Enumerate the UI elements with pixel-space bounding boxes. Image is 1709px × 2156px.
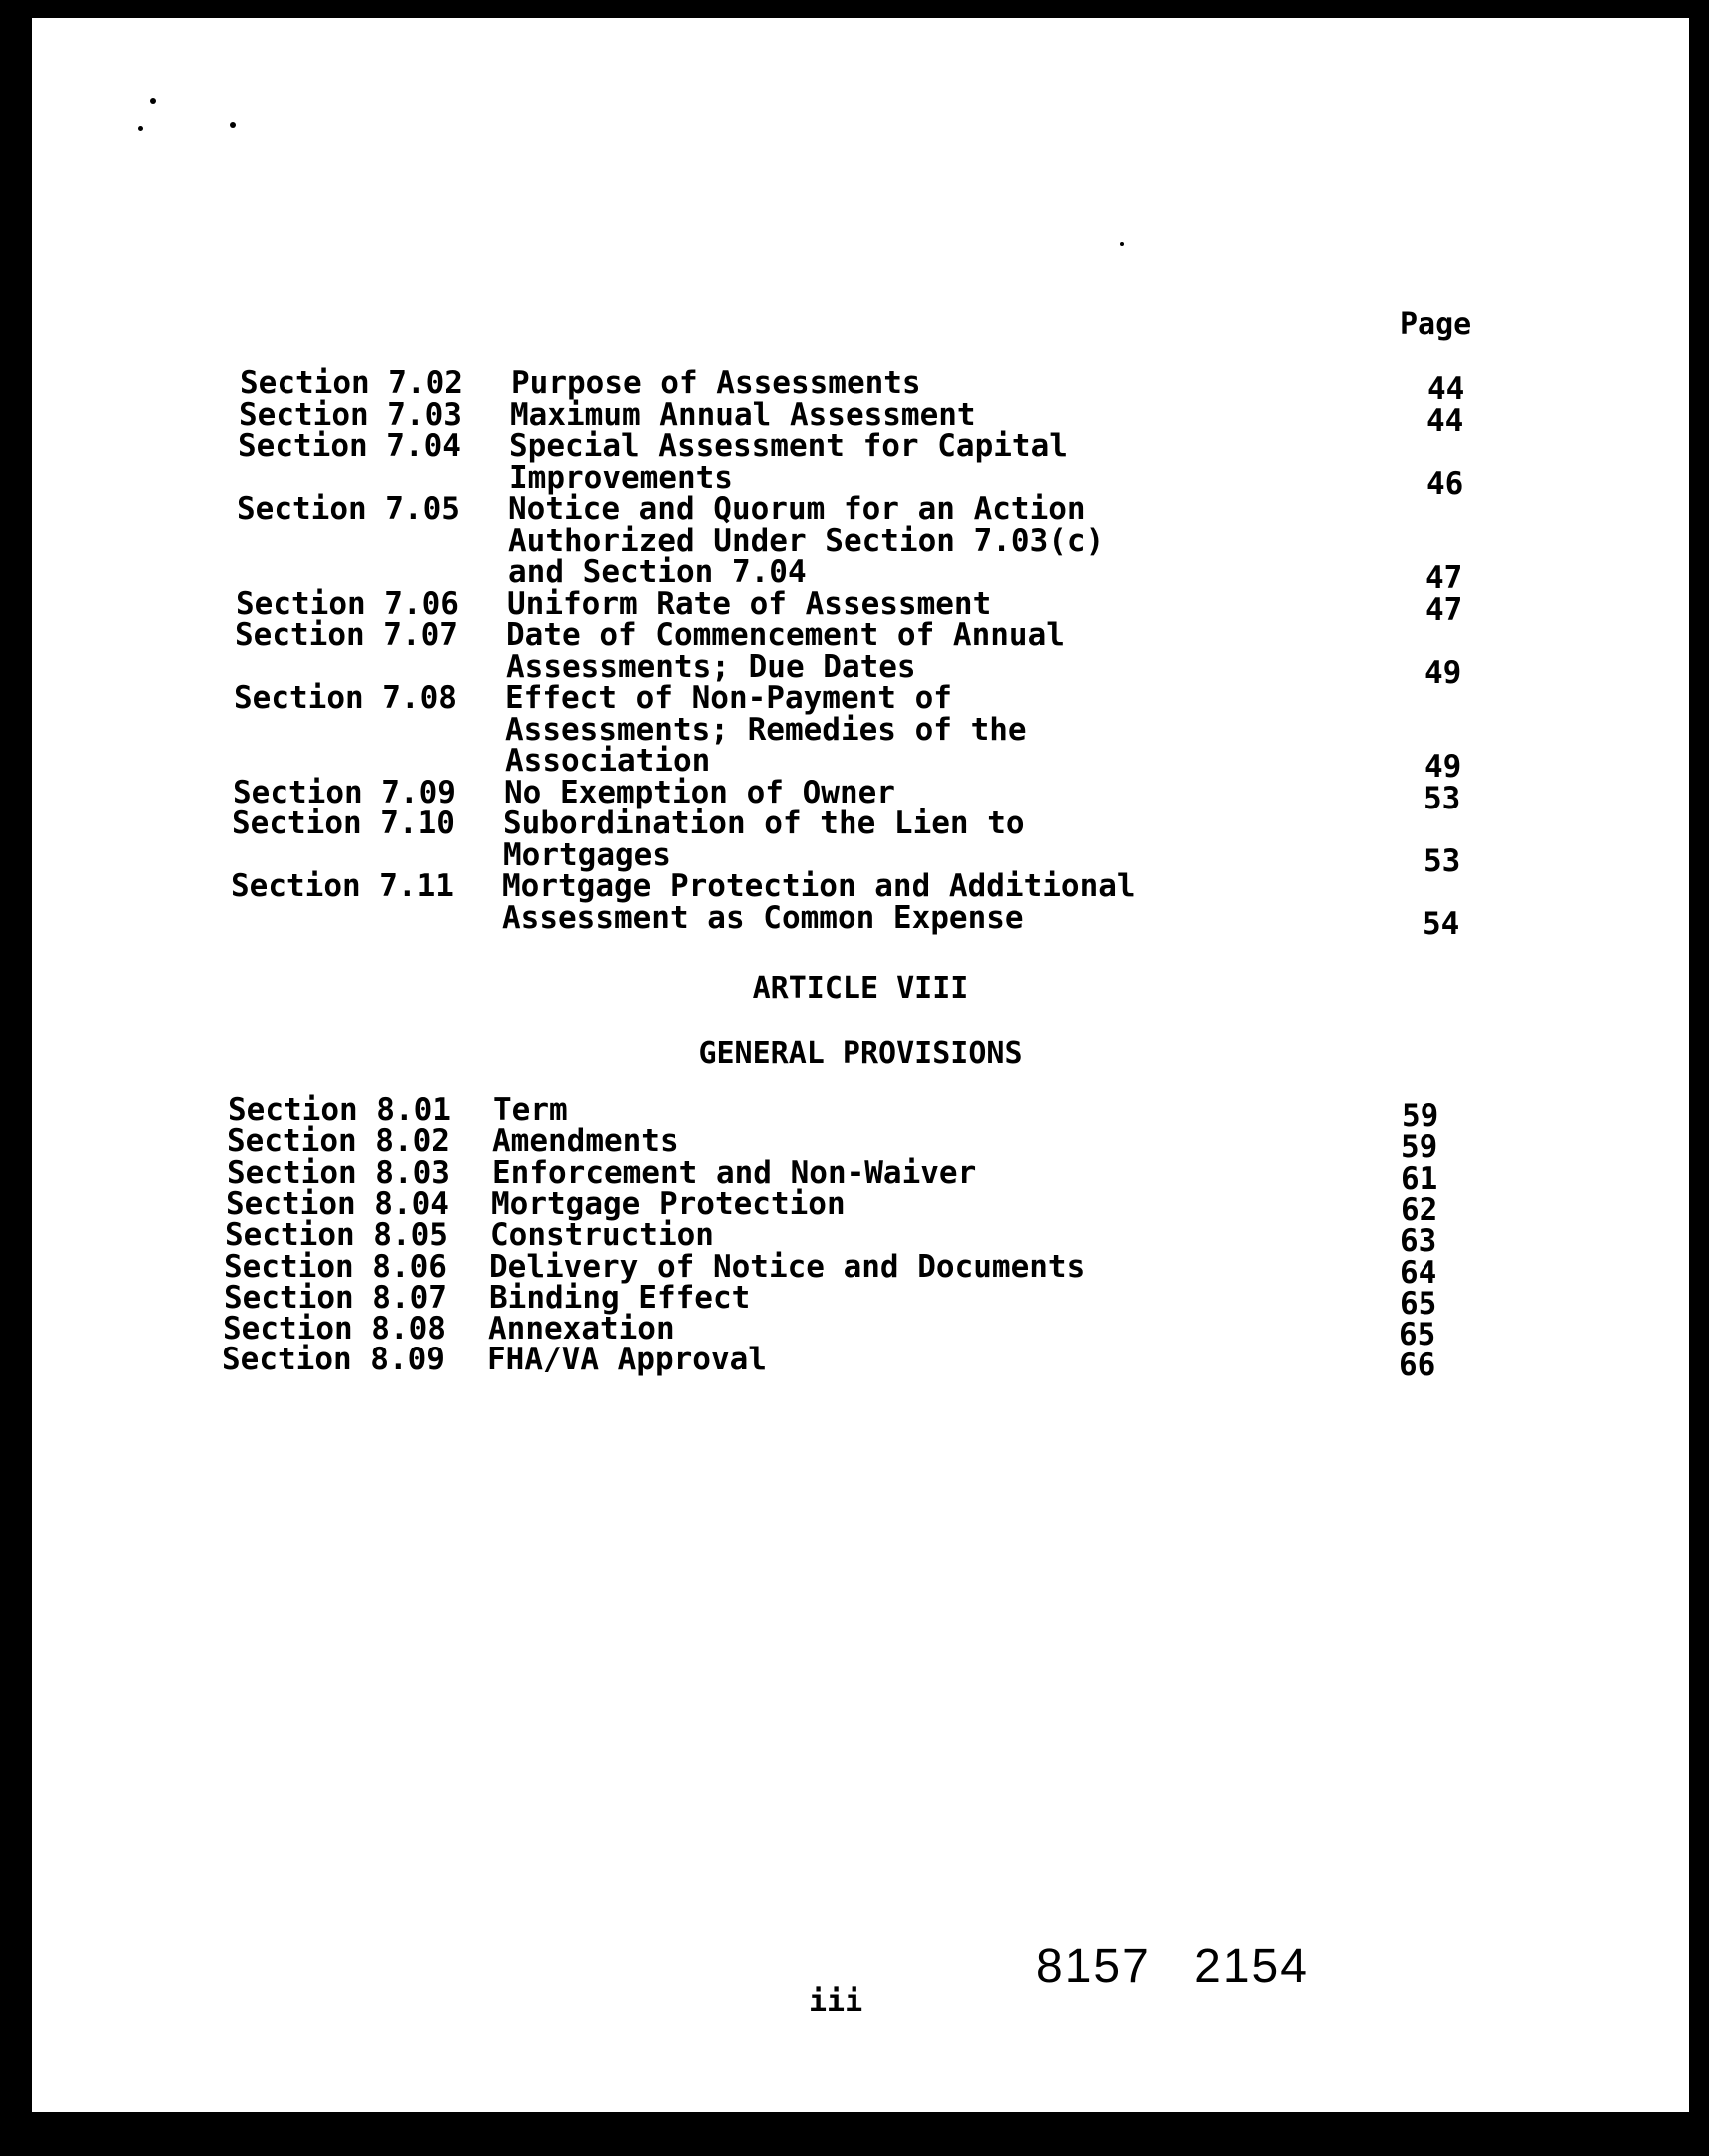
page-number: 47 xyxy=(1425,560,1463,596)
section-title-line: Term xyxy=(493,1092,568,1128)
page-number: 54 xyxy=(1423,905,1460,942)
section-title-line: Subordination of the Lien to xyxy=(503,806,1025,841)
section-title-line: Construction xyxy=(490,1217,714,1254)
section-title-line: Binding Effect xyxy=(489,1279,751,1316)
section-number: Section 8.09 xyxy=(222,1342,445,1378)
section-title-line: Uniform Rate of Assessment xyxy=(507,585,992,622)
section-title-line: Assessment as Common Expense xyxy=(502,899,1024,936)
section-title-line: Effect of Non-Payment of xyxy=(505,680,952,716)
section-number: Section 7.05 xyxy=(237,491,460,527)
section-title-line: Authorized Under Section 7.03(c) xyxy=(508,522,1105,559)
scan-speck xyxy=(230,122,236,128)
section-title-line: Notice and Quorum for an Action xyxy=(508,491,1086,527)
section-number: Section 8.05 xyxy=(225,1217,448,1254)
section-number: Section 8.01 xyxy=(228,1092,451,1128)
page-number: 59 xyxy=(1402,1098,1439,1134)
document-page xyxy=(32,18,1689,2112)
section-number: Section 7.04 xyxy=(238,428,461,464)
section-title-line: Annexation xyxy=(488,1311,675,1348)
section-title-line: Purpose of Assessments xyxy=(511,365,921,401)
page-number: 47 xyxy=(1425,591,1463,628)
roman-page-number: iii xyxy=(809,1984,863,2019)
scan-speck xyxy=(1120,242,1124,246)
page-number: 46 xyxy=(1426,465,1464,502)
section-title-line: Delivery of Notice and Documents xyxy=(489,1248,1086,1285)
section-title-line: Date of Commencement of Annual xyxy=(506,617,1065,653)
page-number: 53 xyxy=(1424,842,1461,879)
section-title-line: No Exemption of Owner xyxy=(504,774,895,810)
section-number: Section 7.07 xyxy=(235,617,458,653)
page-number: 65 xyxy=(1400,1285,1437,1322)
section-title-line: Assessments; Remedies of the xyxy=(505,711,1027,748)
section-number: Section 7.06 xyxy=(236,585,459,622)
page-number: 49 xyxy=(1424,749,1462,785)
article-title: GENERAL PROVISIONS xyxy=(698,1036,1023,1071)
section-title-line: FHA/VA Approval xyxy=(487,1342,767,1378)
section-number: Section 7.03 xyxy=(239,396,462,433)
document-stamp-number: 8157 2154 xyxy=(1036,1940,1309,1993)
section-title-line: Mortgages xyxy=(503,836,671,873)
section-title-line: Amendments xyxy=(492,1123,679,1160)
section-number: Section 8.08 xyxy=(223,1311,446,1348)
section-title-line: Association xyxy=(505,743,711,779)
section-number: Section 7.11 xyxy=(231,868,454,904)
section-title-line: and Section 7.04 xyxy=(508,554,807,590)
section-title-line: Mortgage Protection xyxy=(491,1185,846,1222)
section-title-line: Special Assessment for Capital xyxy=(509,428,1068,464)
section-number: Section 7.09 xyxy=(233,774,456,810)
page-number: 66 xyxy=(1399,1348,1436,1384)
section-title-line: Mortgage Protection and Additional xyxy=(502,868,1136,904)
section-number: Section 7.08 xyxy=(234,680,457,716)
section-number: Section 8.04 xyxy=(226,1185,449,1222)
section-title-line: Improvements xyxy=(509,459,733,496)
page-number: 63 xyxy=(1400,1223,1437,1260)
section-title-line: Assessments; Due Dates xyxy=(506,648,916,685)
page-number: 65 xyxy=(1399,1317,1436,1353)
page-column-header: Page xyxy=(1400,307,1472,342)
section-title-line: Maximum Annual Assessment xyxy=(510,396,976,433)
article-number: ARTICLE VIII xyxy=(752,971,969,1006)
section-number: Section 8.02 xyxy=(227,1123,450,1160)
page-number: 64 xyxy=(1400,1254,1437,1291)
scan-speck xyxy=(138,126,143,131)
page-number: 44 xyxy=(1427,371,1465,407)
page-number: 53 xyxy=(1424,780,1461,816)
section-number: Section 7.10 xyxy=(232,806,455,841)
section-number: Section 8.06 xyxy=(224,1248,447,1285)
page-number: 49 xyxy=(1424,654,1462,691)
section-number: Section 8.07 xyxy=(224,1279,447,1316)
scan-speck xyxy=(150,98,156,104)
section-number: Section 7.02 xyxy=(240,365,463,401)
page-number: 59 xyxy=(1401,1129,1438,1166)
section-number: Section 8.03 xyxy=(227,1154,450,1191)
page-number: 62 xyxy=(1401,1191,1438,1228)
section-title-line: Enforcement and Non-Waiver xyxy=(492,1154,977,1191)
page-number: 44 xyxy=(1426,402,1464,439)
page-number: 61 xyxy=(1401,1160,1438,1197)
